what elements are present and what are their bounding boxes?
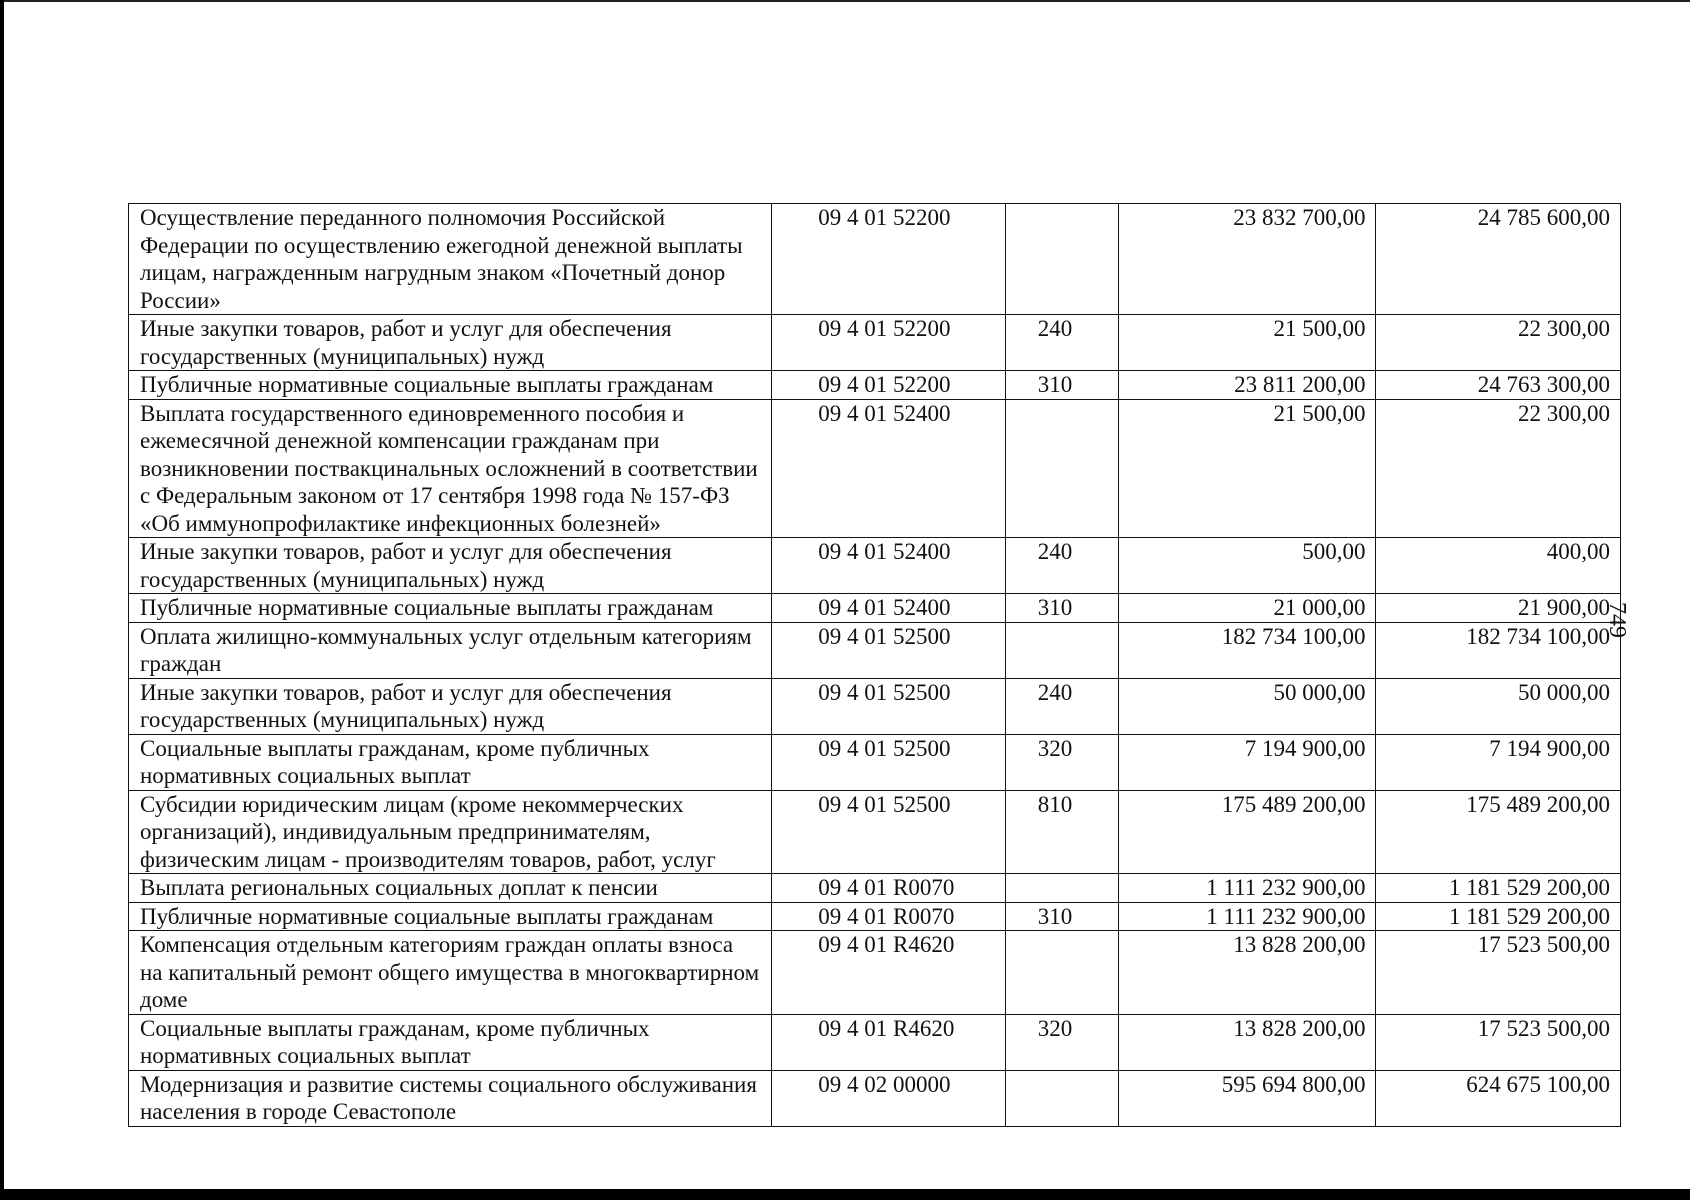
row-code-cell: 09 4 01 52500 bbox=[772, 678, 1005, 734]
table-row bbox=[129, 594, 1621, 623]
table-row bbox=[129, 1014, 1621, 1070]
row-code-cell: 09 4 01 52500 bbox=[772, 734, 1005, 790]
row-type-cell bbox=[1005, 204, 1118, 315]
row-sum2-cell: 182 734 100,00 bbox=[1376, 622, 1621, 678]
row-name-cell: Иные закупки товаров, работ и услуг для обеспечения государственных (муниципальных) нужд bbox=[129, 315, 772, 371]
row-type-cell: 310 bbox=[1005, 594, 1118, 623]
table-row bbox=[129, 1070, 1621, 1126]
row-type-cell: 240 bbox=[1005, 538, 1118, 594]
table-row bbox=[129, 902, 1621, 931]
row-code-cell: 09 4 01 52500 bbox=[772, 622, 1005, 678]
row-code-cell: 09 4 01 R4620 bbox=[772, 931, 1005, 1015]
row-sum1-cell: 21 500,00 bbox=[1118, 399, 1376, 538]
row-sum2-cell: 24 785 600,00 bbox=[1376, 204, 1621, 315]
row-type-cell bbox=[1005, 399, 1118, 538]
row-sum2-cell: 1 181 529 200,00 bbox=[1376, 902, 1621, 931]
row-code-cell: 09 4 01 52400 bbox=[772, 594, 1005, 623]
row-code-cell: 09 4 01 52400 bbox=[772, 399, 1005, 538]
row-type-cell: 320 bbox=[1005, 1014, 1118, 1070]
row-name-cell: Социальные выплаты гражданам, кроме публичных нормативных социальных выплат bbox=[129, 1014, 772, 1070]
row-type-cell: 310 bbox=[1005, 371, 1118, 400]
row-sum2-cell: 400,00 bbox=[1376, 538, 1621, 594]
row-sum2-cell: 175 489 200,00 bbox=[1376, 790, 1621, 874]
row-name-cell: Публичные нормативные социальные выплаты гражданам bbox=[129, 902, 772, 931]
row-sum2-cell: 7 194 900,00 bbox=[1376, 734, 1621, 790]
scan-border-left bbox=[0, 0, 4, 1200]
row-name-cell: Выплата региональных социальных доплат к пенсии bbox=[129, 874, 772, 903]
row-sum1-cell: 21 500,00 bbox=[1118, 315, 1376, 371]
row-name-cell: Модернизация и развитие системы социального обслуживания населения в городе Севастополе bbox=[129, 1070, 772, 1126]
scan-border-bottom bbox=[0, 1189, 1690, 1200]
row-type-cell bbox=[1005, 931, 1118, 1015]
row-name-cell: Социальные выплаты гражданам, кроме публичных нормативных социальных выплат bbox=[129, 734, 772, 790]
row-name-cell: Публичные нормативные социальные выплаты гражданам bbox=[129, 371, 772, 400]
row-sum1-cell: 13 828 200,00 bbox=[1118, 1014, 1376, 1070]
row-sum1-cell: 182 734 100,00 bbox=[1118, 622, 1376, 678]
row-code-cell: 09 4 02 00000 bbox=[772, 1070, 1005, 1126]
row-sum1-cell: 7 194 900,00 bbox=[1118, 734, 1376, 790]
row-type-cell: 240 bbox=[1005, 678, 1118, 734]
row-sum1-cell: 50 000,00 bbox=[1118, 678, 1376, 734]
row-sum2-cell: 17 523 500,00 bbox=[1376, 931, 1621, 1015]
row-sum1-cell: 13 828 200,00 bbox=[1118, 931, 1376, 1015]
row-name-cell: Выплата государственного единовременного пособия и ежемесячной денежной компенсации гражданам при возникновении поствакцинальных осложнений в соответствии с Федеральным законом от 17 сентября 1998 года № 157-ФЗ «Об иммунопрофилактике инфекционных болезней» bbox=[129, 399, 772, 538]
table-row bbox=[129, 678, 1621, 734]
row-sum1-cell: 23 811 200,00 bbox=[1118, 371, 1376, 400]
row-name-cell: Компенсация отдельным категориям граждан оплаты взноса на капитальный ремонт общего имущества в многоквартирном доме bbox=[129, 931, 772, 1015]
row-sum1-cell: 1 111 232 900,00 bbox=[1118, 902, 1376, 931]
row-sum2-cell: 22 300,00 bbox=[1376, 399, 1621, 538]
row-sum1-cell: 23 832 700,00 bbox=[1118, 204, 1376, 315]
table-row bbox=[129, 399, 1621, 538]
row-sum2-cell: 624 675 100,00 bbox=[1376, 1070, 1621, 1126]
row-sum1-cell: 500,00 bbox=[1118, 538, 1376, 594]
row-code-cell: 09 4 01 52200 bbox=[772, 315, 1005, 371]
row-sum2-cell: 1 181 529 200,00 bbox=[1376, 874, 1621, 903]
table-row bbox=[129, 874, 1621, 903]
row-type-cell: 320 bbox=[1005, 734, 1118, 790]
row-sum1-cell: 1 111 232 900,00 bbox=[1118, 874, 1376, 903]
row-code-cell: 09 4 01 52500 bbox=[772, 790, 1005, 874]
row-sum1-cell: 175 489 200,00 bbox=[1118, 790, 1376, 874]
row-sum2-cell: 24 763 300,00 bbox=[1376, 371, 1621, 400]
table-row bbox=[129, 315, 1621, 371]
row-sum2-cell: 50 000,00 bbox=[1376, 678, 1621, 734]
row-code-cell: 09 4 01 R0070 bbox=[772, 874, 1005, 903]
row-code-cell: 09 4 01 52400 bbox=[772, 538, 1005, 594]
row-sum2-cell: 21 900,00 bbox=[1376, 594, 1621, 623]
table-row bbox=[129, 931, 1621, 1015]
row-name-cell: Иные закупки товаров, работ и услуг для обеспечения государственных (муниципальных) нужд bbox=[129, 538, 772, 594]
row-sum1-cell: 595 694 800,00 bbox=[1118, 1070, 1376, 1126]
table-row bbox=[129, 734, 1621, 790]
row-type-cell: 810 bbox=[1005, 790, 1118, 874]
budget-table bbox=[128, 203, 1621, 1127]
row-code-cell: 09 4 01 52200 bbox=[772, 204, 1005, 315]
table-row bbox=[129, 204, 1621, 315]
row-code-cell: 09 4 01 R4620 bbox=[772, 1014, 1005, 1070]
row-sum2-cell: 17 523 500,00 bbox=[1376, 1014, 1621, 1070]
row-type-cell: 240 bbox=[1005, 315, 1118, 371]
row-type-cell bbox=[1005, 874, 1118, 903]
page-number: 749 bbox=[1604, 602, 1630, 638]
table-row bbox=[129, 538, 1621, 594]
row-name-cell: Оплата жилищно-коммунальных услуг отдельным категориям граждан bbox=[129, 622, 772, 678]
row-name-cell: Осуществление переданного полномочия Российской Федерации по осуществлению ежегодной денежной выплаты лицам, награжденным нагрудным знаком «Почетный донор России» bbox=[129, 204, 772, 315]
row-sum1-cell: 21 000,00 bbox=[1118, 594, 1376, 623]
row-code-cell: 09 4 01 R0070 bbox=[772, 902, 1005, 931]
row-name-cell: Публичные нормативные социальные выплаты гражданам bbox=[129, 594, 772, 623]
row-name-cell: Иные закупки товаров, работ и услуг для обеспечения государственных (муниципальных) нужд bbox=[129, 678, 772, 734]
scan-border-top bbox=[0, 0, 1690, 2]
row-type-cell bbox=[1005, 622, 1118, 678]
row-sum2-cell: 22 300,00 bbox=[1376, 315, 1621, 371]
row-type-cell bbox=[1005, 1070, 1118, 1126]
row-name-cell: Субсидии юридическим лицам (кроме некоммерческих организаций), индивидуальным предпринимателям, физическим лицам - производителям товаров, работ, услуг bbox=[129, 790, 772, 874]
table-row bbox=[129, 622, 1621, 678]
row-code-cell: 09 4 01 52200 bbox=[772, 371, 1005, 400]
row-type-cell: 310 bbox=[1005, 902, 1118, 931]
table-row bbox=[129, 790, 1621, 874]
table-row bbox=[129, 371, 1621, 400]
